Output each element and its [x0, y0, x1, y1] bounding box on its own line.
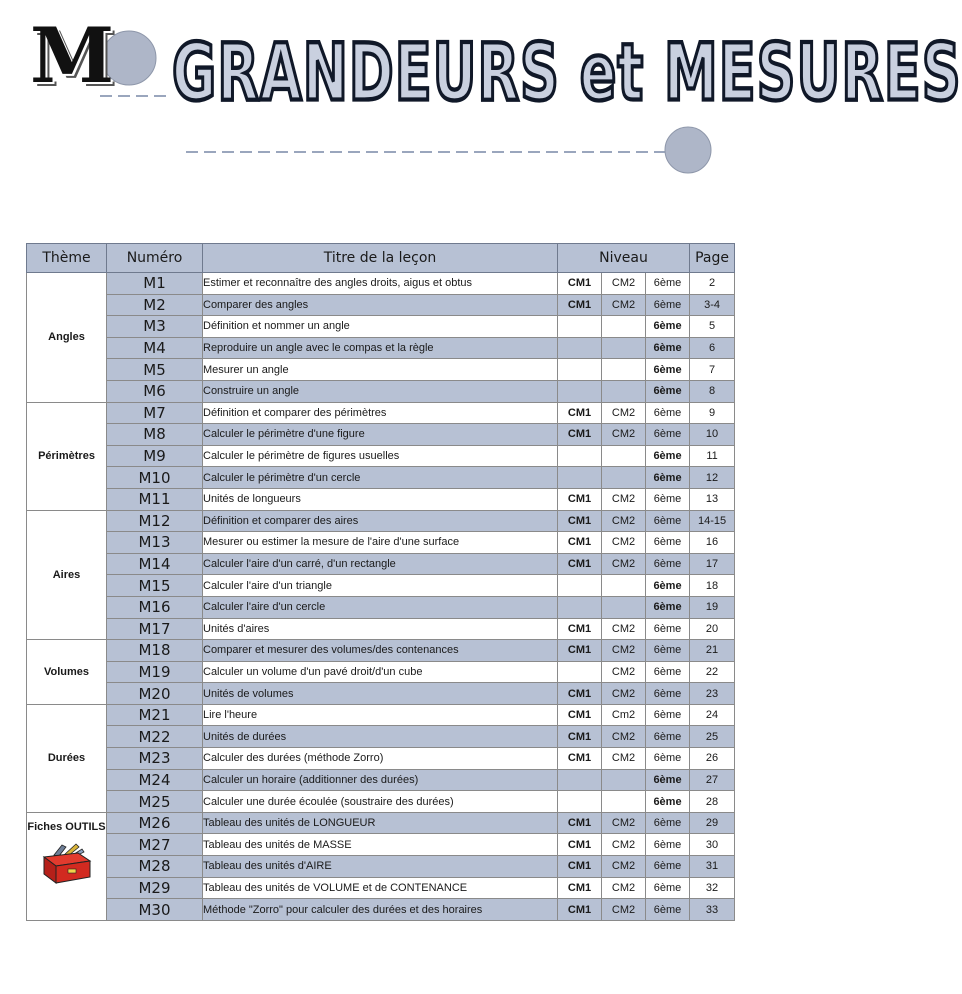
page-title: GRANDEURS et MESURES: [172, 26, 962, 119]
lesson-page: 20: [690, 618, 735, 640]
lesson-number: M30: [107, 899, 203, 921]
level-6eme: 6ème: [646, 877, 690, 899]
level-6eme: 6ème: [646, 726, 690, 748]
level-cm2: [602, 769, 646, 791]
lesson-page: 2: [690, 273, 735, 295]
level-cm2: [602, 380, 646, 402]
level-cm1: [558, 769, 602, 791]
lesson-page: 16: [690, 532, 735, 554]
level-cm1: CM1: [558, 834, 602, 856]
level-cm2: CM2: [602, 618, 646, 640]
theme-label: Volumes: [43, 665, 90, 678]
lesson-number: M13: [107, 532, 203, 554]
lesson-number: M2: [107, 294, 203, 316]
level-cm2: CM2: [602, 510, 646, 532]
lesson-title: Construire un angle: [203, 380, 558, 402]
level-cm2: CM2: [602, 661, 646, 683]
level-cm2: CM2: [602, 856, 646, 878]
level-6eme: 6ème: [646, 532, 690, 554]
table-row: [27, 877, 735, 899]
level-cm2: CM2: [602, 834, 646, 856]
level-6eme: 6ème: [646, 899, 690, 921]
lesson-page: 8: [690, 380, 735, 402]
level-cm2: CM2: [602, 488, 646, 510]
table-row: [27, 899, 735, 921]
table-row: [27, 467, 735, 489]
lesson-number: M11: [107, 488, 203, 510]
level-cm2: CM2: [602, 726, 646, 748]
table-row: [27, 856, 735, 878]
lesson-title: Calculer une durée écoulée (soustraire des durées): [203, 791, 558, 813]
lesson-page: 3-4: [690, 294, 735, 316]
level-6eme: 6ème: [646, 769, 690, 791]
chapter-letter: M: [30, 11, 115, 100]
level-cm2: [602, 575, 646, 597]
toolbox-icon: [38, 841, 96, 887]
level-6eme: 6ème: [646, 337, 690, 359]
lesson-number: M26: [107, 812, 203, 834]
level-cm2: CM2: [602, 877, 646, 899]
lesson-number: M27: [107, 834, 203, 856]
level-cm2: CM2: [602, 294, 646, 316]
lesson-title: Unités de durées: [203, 726, 558, 748]
lesson-number: M25: [107, 791, 203, 813]
lesson-title: Calculer le périmètre de figures usuelles: [203, 445, 558, 467]
level-cm1: CM1: [558, 424, 602, 446]
lesson-number: M24: [107, 769, 203, 791]
level-6eme: 6ème: [646, 748, 690, 770]
level-cm1: CM1: [558, 748, 602, 770]
lesson-title: Définition et nommer un angle: [203, 316, 558, 338]
lesson-page: 10: [690, 424, 735, 446]
lesson-page: 32: [690, 877, 735, 899]
level-6eme: 6ème: [646, 316, 690, 338]
level-cm1: CM1: [558, 640, 602, 662]
lesson-title: Unités d'aires: [203, 618, 558, 640]
table-row: [27, 553, 735, 575]
header-niveau: Niveau: [558, 244, 690, 273]
level-cm2: CM2: [602, 640, 646, 662]
lesson-number: M22: [107, 726, 203, 748]
table-row: [27, 596, 735, 618]
level-6eme: 6ème: [646, 661, 690, 683]
level-cm2: [602, 445, 646, 467]
lesson-number: M15: [107, 575, 203, 597]
lesson-title: Définition et comparer des périmètres: [203, 402, 558, 424]
level-cm1: [558, 661, 602, 683]
level-cm1: CM1: [558, 532, 602, 554]
lesson-page: 22: [690, 661, 735, 683]
table-row: [27, 532, 735, 554]
lesson-number: M6: [107, 380, 203, 402]
level-cm1: CM1: [558, 877, 602, 899]
lesson-number: M28: [107, 856, 203, 878]
level-cm1: CM1: [558, 402, 602, 424]
table-row: [27, 380, 735, 402]
lesson-title: Définition et comparer des aires: [203, 510, 558, 532]
lesson-number: M10: [107, 467, 203, 489]
table-row: [27, 726, 735, 748]
level-cm1: CM1: [558, 510, 602, 532]
level-6eme: 6ème: [646, 359, 690, 381]
level-6eme: 6ème: [646, 834, 690, 856]
lesson-page: 27: [690, 769, 735, 791]
level-cm1: CM1: [558, 294, 602, 316]
level-6eme: 6ème: [646, 553, 690, 575]
level-cm2: CM2: [602, 899, 646, 921]
level-cm2: [602, 316, 646, 338]
lesson-number: M7: [107, 402, 203, 424]
page-header: [0, 0, 962, 210]
lesson-number: M19: [107, 661, 203, 683]
level-6eme: 6ème: [646, 640, 690, 662]
table-row: [27, 445, 735, 467]
level-cm1: CM1: [558, 553, 602, 575]
lesson-number: M8: [107, 424, 203, 446]
level-cm2: [602, 359, 646, 381]
level-cm1: CM1: [558, 683, 602, 705]
table-row: [27, 683, 735, 705]
level-6eme: 6ème: [646, 402, 690, 424]
table-row: [27, 769, 735, 791]
lesson-title: Calculer des durées (méthode Zorro): [203, 748, 558, 770]
level-cm2: CM2: [602, 553, 646, 575]
table-row: [27, 359, 735, 381]
lesson-page: 28: [690, 791, 735, 813]
lesson-page: 25: [690, 726, 735, 748]
lesson-title: Mesurer un angle: [203, 359, 558, 381]
lesson-title: Reproduire un angle avec le compas et la règle: [203, 337, 558, 359]
lesson-title: Tableau des unités de MASSE: [203, 834, 558, 856]
level-cm2: [602, 467, 646, 489]
level-cm1: CM1: [558, 812, 602, 834]
lesson-number: M3: [107, 316, 203, 338]
theme-cell-durees: [27, 704, 107, 812]
level-6eme: 6ème: [646, 812, 690, 834]
level-cm1: [558, 337, 602, 359]
lesson-title: Comparer et mesurer des volumes/des contenances: [203, 640, 558, 662]
lesson-page: 13: [690, 488, 735, 510]
level-cm2: CM2: [602, 532, 646, 554]
level-cm2: CM2: [602, 683, 646, 705]
theme-cell-volumes: [27, 640, 107, 705]
level-cm1: [558, 445, 602, 467]
table-header-row: [27, 244, 735, 273]
level-cm2: [602, 337, 646, 359]
lessons-body: [27, 273, 735, 921]
lesson-page: 31: [690, 856, 735, 878]
table-row: [27, 510, 735, 532]
table-row: [27, 834, 735, 856]
table-row: [27, 575, 735, 597]
table-row: [27, 316, 735, 338]
lessons-table: [26, 243, 735, 921]
level-cm1: [558, 791, 602, 813]
lesson-page: 29: [690, 812, 735, 834]
lesson-number: M12: [107, 510, 203, 532]
level-cm1: [558, 316, 602, 338]
theme-cell-aires: [27, 510, 107, 640]
level-cm1: CM1: [558, 856, 602, 878]
lesson-title: Unités de longueurs: [203, 488, 558, 510]
level-cm2: CM2: [602, 812, 646, 834]
level-cm1: CM1: [558, 618, 602, 640]
level-6eme: 6ème: [646, 445, 690, 467]
level-cm2: CM2: [602, 748, 646, 770]
level-cm1: [558, 467, 602, 489]
level-6eme: 6ème: [646, 467, 690, 489]
lesson-page: 19: [690, 596, 735, 618]
table-row: [27, 748, 735, 770]
level-6eme: 6ème: [646, 424, 690, 446]
lesson-page: 17: [690, 553, 735, 575]
level-cm1: CM1: [558, 488, 602, 510]
level-6eme: 6ème: [646, 791, 690, 813]
level-6eme: 6ème: [646, 380, 690, 402]
lesson-title: Unités de volumes: [203, 683, 558, 705]
theme-cell-outils: [27, 812, 107, 920]
theme-cell-angles: [27, 273, 107, 403]
header-page: Page: [690, 244, 735, 273]
level-6eme: 6ème: [646, 618, 690, 640]
lesson-page: 33: [690, 899, 735, 921]
level-cm1: [558, 575, 602, 597]
lesson-page: 30: [690, 834, 735, 856]
theme-label: Périmètres: [38, 450, 95, 463]
lesson-number: M14: [107, 553, 203, 575]
theme-label: Fiches OUTILS: [27, 820, 106, 833]
lesson-title: Calculer le périmètre d'un cercle: [203, 467, 558, 489]
table-row: [27, 294, 735, 316]
table-row: [27, 424, 735, 446]
level-6eme: 6ème: [646, 704, 690, 726]
lesson-title: Calculer l'aire d'un carré, d'un rectangle: [203, 553, 558, 575]
table-row: [27, 618, 735, 640]
table-row: [27, 488, 735, 510]
lesson-page: 6: [690, 337, 735, 359]
level-cm1: CM1: [558, 704, 602, 726]
table-row: [27, 640, 735, 662]
lesson-number: M20: [107, 683, 203, 705]
table-row: [27, 273, 735, 295]
level-6eme: 6ème: [646, 596, 690, 618]
table-row: [27, 704, 735, 726]
level-cm2: CM2: [602, 424, 646, 446]
level-cm1: CM1: [558, 726, 602, 748]
lesson-number: M21: [107, 704, 203, 726]
lesson-title: Estimer et reconnaître des angles droits, aigus et obtus: [203, 273, 558, 295]
lesson-number: M18: [107, 640, 203, 662]
lesson-number: M9: [107, 445, 203, 467]
lesson-page: 21: [690, 640, 735, 662]
table-row: [27, 661, 735, 683]
theme-label: Aires: [52, 568, 81, 581]
level-6eme: 6ème: [646, 575, 690, 597]
lesson-number: M17: [107, 618, 203, 640]
lesson-page: 12: [690, 467, 735, 489]
table-row: [27, 402, 735, 424]
lesson-page: 26: [690, 748, 735, 770]
lesson-title: Calculer l'aire d'un cercle: [203, 596, 558, 618]
lesson-page: 9: [690, 402, 735, 424]
lesson-number: M5: [107, 359, 203, 381]
level-6eme: 6ème: [646, 273, 690, 295]
level-6eme: 6ème: [646, 683, 690, 705]
level-cm1: [558, 596, 602, 618]
lesson-number: M23: [107, 748, 203, 770]
lesson-page: 23: [690, 683, 735, 705]
level-6eme: 6ème: [646, 294, 690, 316]
theme-cell-perimetres: [27, 402, 107, 510]
lesson-page: 5: [690, 316, 735, 338]
lesson-page: 14-15: [690, 510, 735, 532]
lesson-title: Calculer un volume d'un pavé droit/d'un cube: [203, 661, 558, 683]
table-row: [27, 812, 735, 834]
table-row: [27, 791, 735, 813]
level-cm1: CM1: [558, 273, 602, 295]
lesson-title: Comparer des angles: [203, 294, 558, 316]
header-titre: Titre de la leçon: [203, 244, 558, 273]
lesson-page: 18: [690, 575, 735, 597]
lesson-page: 7: [690, 359, 735, 381]
lesson-title: Lire l'heure: [203, 704, 558, 726]
lesson-page: 11: [690, 445, 735, 467]
header-theme: Thème: [27, 244, 107, 273]
level-cm2: CM2: [602, 273, 646, 295]
level-cm2: [602, 596, 646, 618]
header-numero: Numéro: [107, 244, 203, 273]
lesson-number: M1: [107, 273, 203, 295]
table-row: [27, 337, 735, 359]
circle-right: [665, 127, 711, 173]
level-cm1: CM1: [558, 899, 602, 921]
lesson-number: M29: [107, 877, 203, 899]
level-cm2: CM2: [602, 402, 646, 424]
lesson-title: Méthode "Zorro" pour calculer des durées et des horaires: [203, 899, 558, 921]
lesson-page: 24: [690, 704, 735, 726]
level-cm1: [558, 380, 602, 402]
lesson-title: Calculer le périmètre d'une figure: [203, 424, 558, 446]
lesson-title: Tableau des unités de VOLUME et de CONTENANCE: [203, 877, 558, 899]
lesson-title: Tableau des unités de LONGUEUR: [203, 812, 558, 834]
lesson-title: Mesurer ou estimer la mesure de l'aire d'une surface: [203, 532, 558, 554]
level-cm2: [602, 791, 646, 813]
lesson-number: M4: [107, 337, 203, 359]
level-cm1: [558, 359, 602, 381]
lesson-title: Calculer l'aire d'un triangle: [203, 575, 558, 597]
lesson-number: M16: [107, 596, 203, 618]
lesson-title: Tableau des unités d'AIRE: [203, 856, 558, 878]
level-6eme: 6ème: [646, 856, 690, 878]
theme-label: Durées: [47, 752, 86, 765]
lesson-title: Calculer un horaire (additionner des durées): [203, 769, 558, 791]
theme-label: Angles: [48, 331, 85, 344]
level-cm2: Cm2: [602, 704, 646, 726]
level-6eme: 6ème: [646, 510, 690, 532]
level-6eme: 6ème: [646, 488, 690, 510]
